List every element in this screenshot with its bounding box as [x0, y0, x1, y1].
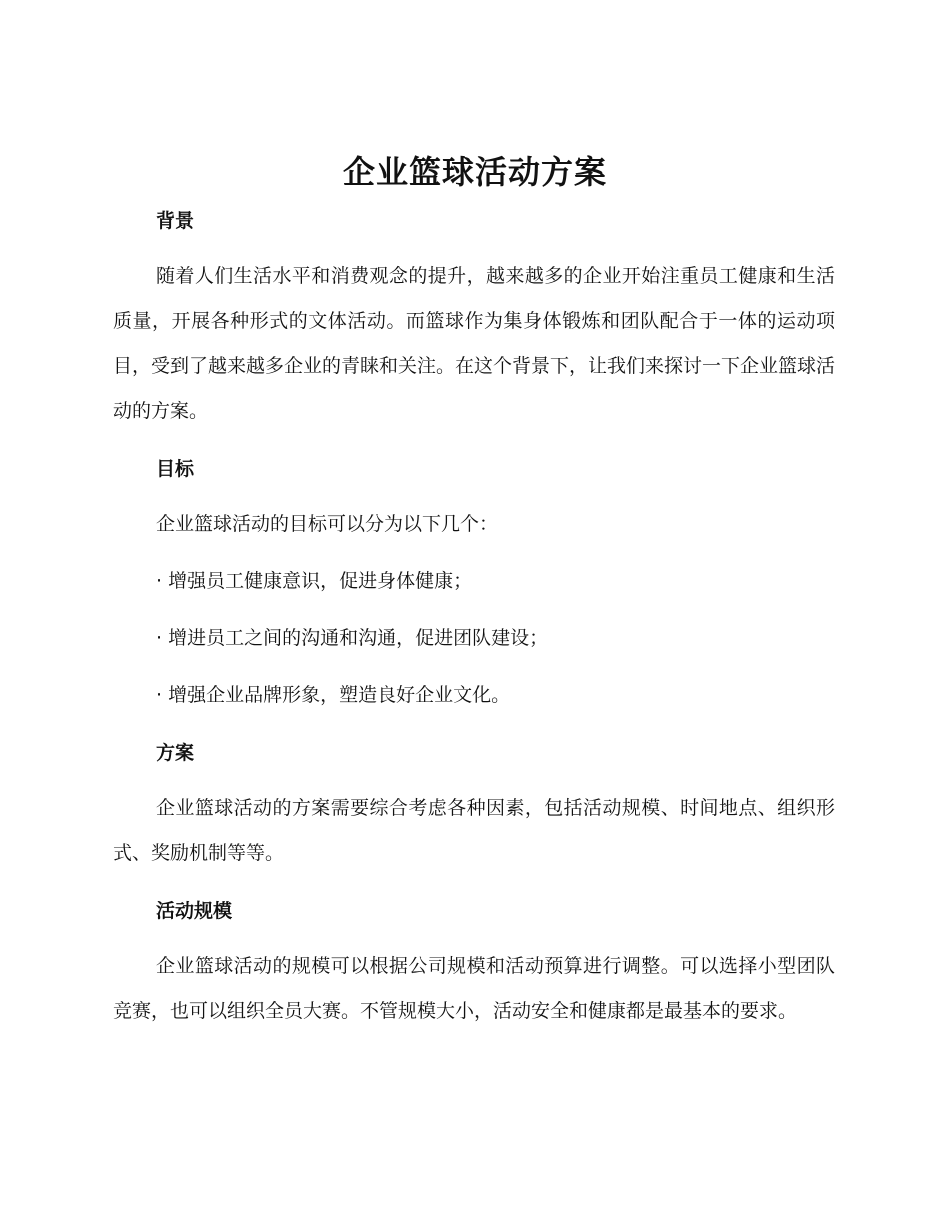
- goals-intro-paragraph: 企业篮球活动的目标可以分为以下几个：: [156, 513, 499, 535]
- section-heading-background: 背景: [156, 210, 195, 232]
- plan-paragraph: 企业篮球活动的方案需要综合考虑各种因素，包括活动规模、时间地点、组织形式、奖励机制等等。: [113, 797, 835, 864]
- goal-bullet-item: · 增强员工健康意识，促进身体健康；: [156, 570, 473, 592]
- goal-bullet-item: · 增进员工之间的沟通和沟通，促进团队建设；: [156, 627, 549, 649]
- scale-paragraph: 企业篮球活动的规模可以根据公司规模和活动预算进行调整。可以选择小型团队竞赛，也可以组织全员大赛。不管规模大小，活动安全和健康都是最基本的要求。: [113, 955, 835, 1022]
- background-paragraph: 随着人们生活水平和消费观念的提升，越来越多的企业开始注重员工健康和生活质量，开展各种形式的文体活动。而篮球作为集身体锻炼和团队配合于一体的运动项目，受到了越来越多企业的青睐和关注。在这个背景下，让我们来探讨一下企业篮球活动的方案。: [113, 265, 836, 422]
- goal-bullet-item: · 增强企业品牌形象，塑造良好企业文化。: [156, 684, 511, 706]
- section-heading-goals: 目标: [156, 458, 195, 480]
- section-heading-plan: 方案: [156, 742, 195, 764]
- document-body: [113, 198, 835, 1046]
- document-title: 企业篮球活动方案: [342, 153, 607, 191]
- section-heading-scale: 活动规模: [156, 900, 233, 922]
